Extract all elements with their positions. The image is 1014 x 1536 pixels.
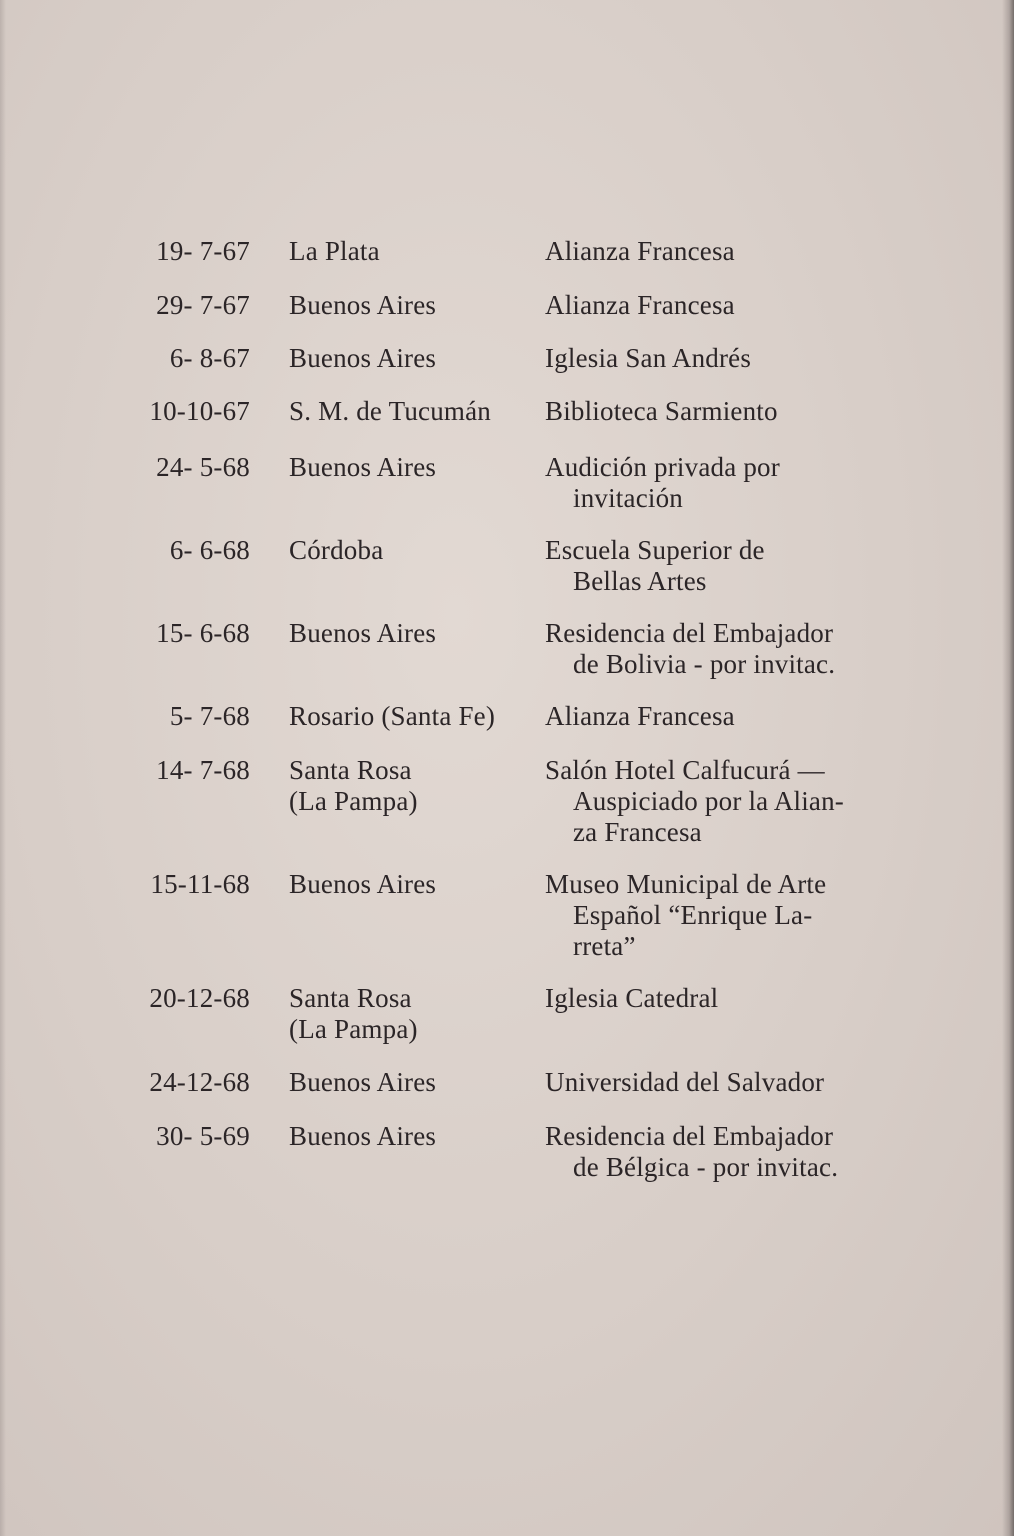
venue-line: Español “Enrique La- bbox=[573, 900, 813, 930]
entry-date: 10-10-67 bbox=[149, 396, 250, 426]
entry-venue bbox=[545, 755, 875, 848]
venue-line: de Bélgica - por invitac. bbox=[573, 1152, 839, 1182]
entry-venue bbox=[545, 343, 875, 374]
entry-date: 6- 6-68 bbox=[169, 535, 250, 565]
entry-venue bbox=[545, 983, 875, 1014]
place-line: Córdoba bbox=[289, 535, 384, 565]
venue-line: de Bolivia - por invitac. bbox=[573, 649, 836, 679]
entry-place bbox=[289, 701, 539, 732]
entry-date: 15- 6-68 bbox=[156, 618, 250, 648]
entry-venue bbox=[545, 290, 875, 321]
entry-venue bbox=[545, 452, 875, 514]
venue-line: Universidad del Salvador bbox=[545, 1067, 825, 1097]
place-line: Rosario (Santa Fe) bbox=[289, 701, 496, 731]
entry-date: 14- 7-68 bbox=[156, 755, 250, 785]
page-right-edge bbox=[1002, 0, 1014, 1536]
place-line: Santa Rosa bbox=[289, 755, 412, 785]
place-line: Santa Rosa bbox=[289, 983, 412, 1013]
entry-venue bbox=[545, 618, 875, 680]
venue-line: Alianza Francesa bbox=[545, 236, 735, 266]
venue-line: Residencia del Embajador bbox=[545, 618, 834, 648]
entry-venue bbox=[545, 236, 875, 267]
entry-date: 19- 7-67 bbox=[156, 236, 250, 266]
venue-line: Biblioteca Sarmiento bbox=[545, 396, 778, 426]
venue-line: Bellas Artes bbox=[573, 566, 707, 596]
entry-venue bbox=[545, 1121, 875, 1183]
place-line: Buenos Aires bbox=[289, 343, 437, 373]
entry-date: 6- 8-67 bbox=[169, 343, 250, 373]
place-line: (La Pampa) bbox=[289, 786, 418, 816]
venue-line: Iglesia Catedral bbox=[545, 983, 719, 1013]
entry-place bbox=[289, 396, 539, 427]
venue-line: Iglesia San Andrés bbox=[545, 343, 752, 373]
entry-venue bbox=[545, 1067, 875, 1098]
place-line: (La Pampa) bbox=[289, 1014, 418, 1044]
place-line: Buenos Aires bbox=[289, 618, 437, 648]
entry-place bbox=[289, 236, 539, 267]
venue-line: Auspiciado por la Alian- bbox=[573, 786, 844, 816]
place-line: Buenos Aires bbox=[289, 1067, 437, 1097]
place-line: S. M. de Tucumán bbox=[289, 396, 491, 426]
entry-place bbox=[289, 535, 539, 566]
entry-place bbox=[289, 1121, 539, 1152]
entry-place bbox=[289, 618, 539, 649]
venue-line: Alianza Francesa bbox=[545, 701, 735, 731]
entry-date: 24-12-68 bbox=[149, 1067, 250, 1097]
place-line: Buenos Aires bbox=[289, 290, 437, 320]
entry-venue bbox=[545, 535, 875, 597]
entry-place bbox=[289, 983, 539, 1045]
place-line: Buenos Aires bbox=[289, 869, 437, 899]
entry-place bbox=[289, 869, 539, 900]
entry-date: 20-12-68 bbox=[149, 983, 250, 1013]
entry-place bbox=[289, 1067, 539, 1098]
entry-place bbox=[289, 452, 539, 483]
entry-date: 5- 7-68 bbox=[169, 701, 250, 731]
entry-place bbox=[289, 343, 539, 374]
venue-line: invitación bbox=[573, 483, 683, 513]
entry-date: 24- 5-68 bbox=[156, 452, 250, 482]
entry-date: 29- 7-67 bbox=[156, 290, 250, 320]
venue-line: Museo Municipal de Arte bbox=[545, 869, 827, 899]
place-line: La Plata bbox=[289, 236, 380, 266]
venue-line: Salón Hotel Calfucurá — bbox=[545, 755, 825, 785]
entry-venue bbox=[545, 869, 875, 962]
entry-place bbox=[289, 290, 539, 321]
venue-line: Audición privada por bbox=[545, 452, 780, 482]
place-line: Buenos Aires bbox=[289, 1121, 437, 1151]
venue-line: za Francesa bbox=[573, 817, 702, 847]
entry-venue bbox=[545, 396, 875, 427]
entry-place bbox=[289, 755, 539, 817]
place-line: Buenos Aires bbox=[289, 452, 437, 482]
venue-line: Residencia del Embajador bbox=[545, 1121, 834, 1151]
venue-line: rreta” bbox=[573, 931, 636, 961]
entry-venue bbox=[545, 701, 875, 732]
venue-line: Alianza Francesa bbox=[545, 290, 735, 320]
entry-date: 30- 5-69 bbox=[156, 1121, 250, 1151]
venue-line: Escuela Superior de bbox=[545, 535, 765, 565]
entry-date: 15-11-68 bbox=[150, 869, 250, 899]
